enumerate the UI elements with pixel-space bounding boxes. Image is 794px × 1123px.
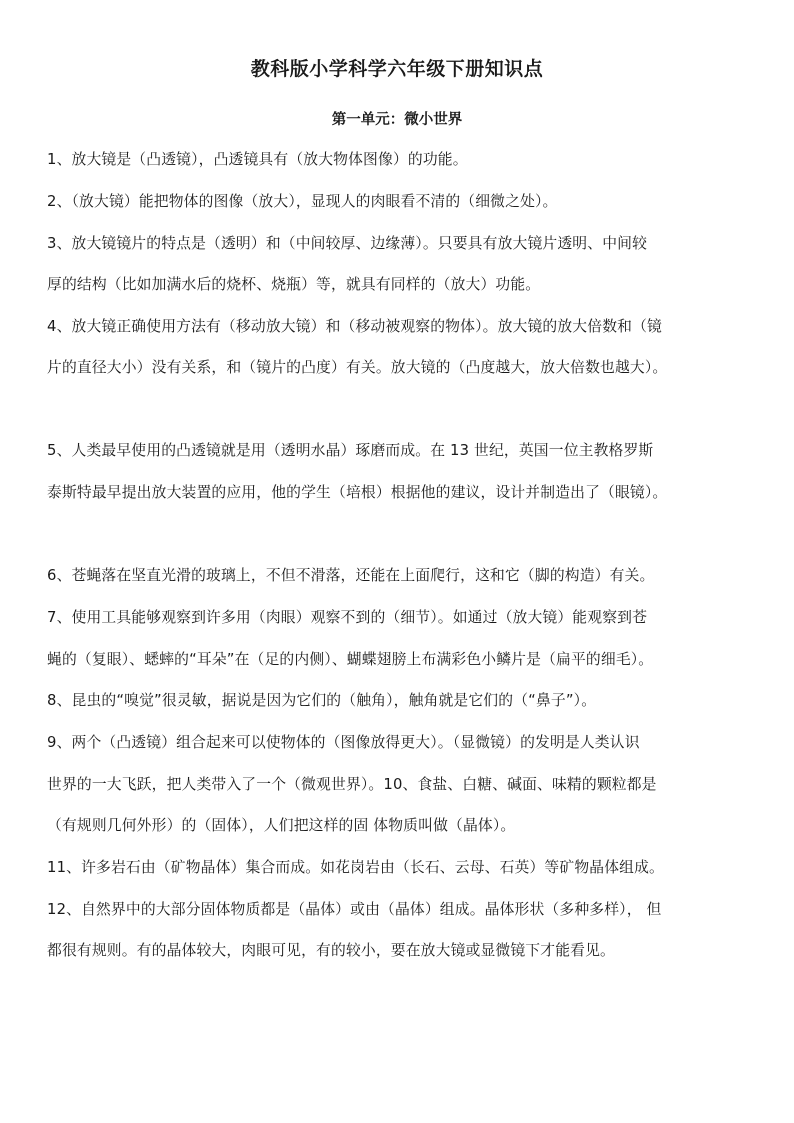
text-line: 2、（放大镜）能把物体的图像（放大），显现人的肉眼看不清的（细微之处）。 <box>47 193 558 210</box>
text-line: 3、放大镜镜片的特点是（透明）和（中间较厚、边缘薄）。只要具有放大镜片透明、中间较 <box>47 235 648 252</box>
unit-heading: 第一单元：微小世界 <box>331 112 463 128</box>
text-line: 5、人类最早使用的凸透镜就是用（透明水晶）琢磨而成。在 13 世纪，英国一位主教格罗斯 <box>47 442 654 459</box>
text-line: （有规则几何外形）的（固体），人们把这样的固 体物质叫做（晶体）。 <box>47 817 516 834</box>
text-line: 泰斯特最早提出放大装置的应用，他的学生（培根）根据他的建议，设计并制造出了（眼镜）。 <box>47 484 668 501</box>
text-line: 都很有规则。有的晶体较大，肉眼可见，有的较小，要在放大镜或显微镜下才能看见。 <box>47 942 615 959</box>
text-line: 厚的结构（比如加满水后的烧杯、烧瓶）等，就具有同样的（放大）功能。 <box>47 276 541 293</box>
text-line: 9、两个（凸透镜）组合起来可以使物体的（图像放得更大）。（显微镜）的发明是人类认识 <box>47 734 640 751</box>
text-line: 6、苍蝇落在坚直光滑的玻璃上，不但不滑落，还能在上面爬行，这和它（脚的构造）有关。 <box>47 567 655 584</box>
text-line: 8、昆虫的“嗅觉”很灵敏，据说是因为它们的（触角），触角就是它们的（“鼻子”）。 <box>47 692 597 709</box>
text-line: 片的直径大小）没有关系，和（镜片的凸度）有关。放大镜的（凸度越大，放大倍数也越大）。 <box>47 359 668 376</box>
text-line: 11、许多岩石由（矿物晶体）集合而成。如花岗岩由（长石、云母、石英）等矿物晶体组成。 <box>47 859 665 876</box>
text-line: 12、自然界中的大部分固体物质都是（晶体）或由（晶体）组成。晶体形状（多种多样）， 但 <box>47 901 662 918</box>
document-title: 教科版小学科学六年级下册知识点 <box>250 58 544 80</box>
text-line: 1、放大镜是（凸透镜），凸透镜具有（放大物体图像）的功能。 <box>47 151 468 168</box>
text-line: 7、使用工具能够观察到许多用（肉眼）观察不到的（细节）。如通过（放大镜）能观察到苍 <box>47 609 648 626</box>
text-line: 4、放大镜正确使用方法有（移动放大镜）和（移动被观察的物体）。放大镜的放大倍数和（镜 <box>47 318 662 335</box>
text-line: 世界的一大飞跃，把人类带入了一个（微观世界）。10、食盐、白糖、碱面、味精的颗粒都是 <box>47 776 657 793</box>
text-line: 蝇的（复眼）、蟋蟀的“耳朵”在（足的内侧）、蝴蝶翅膀上布满彩色小鳞片是（扁平的细毛）。 <box>47 651 654 668</box>
